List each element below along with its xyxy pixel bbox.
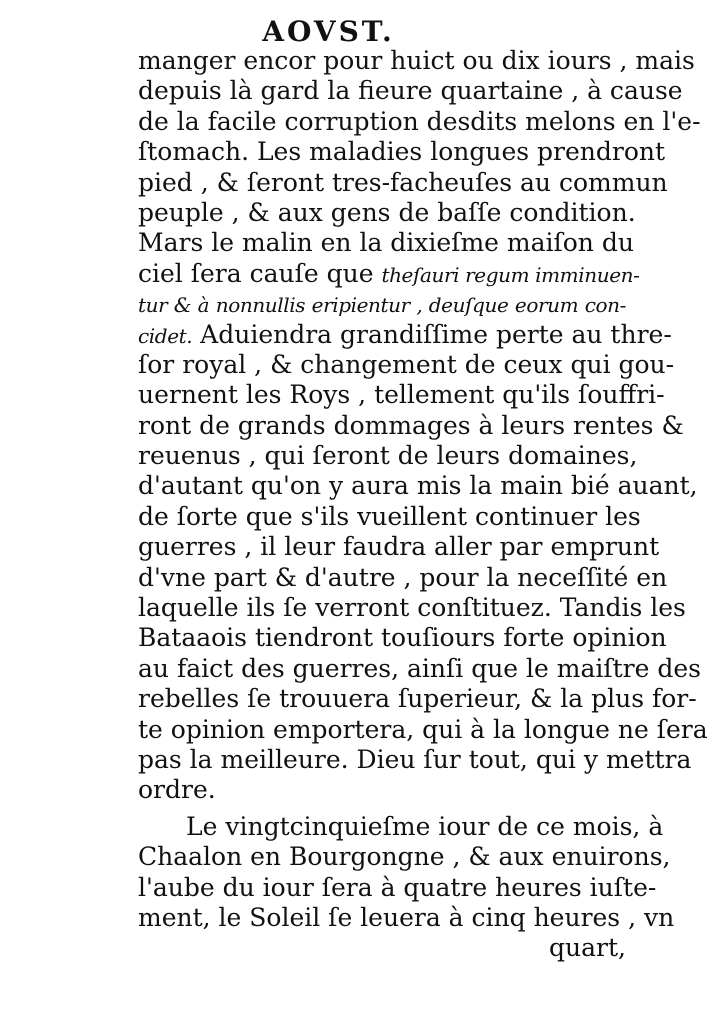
text-line: ront de grands dommages à leurs rentes &	[138, 410, 684, 440]
running-head: AOVST.	[262, 15, 395, 48]
text-line: guerres , il leur faudra aller par emprunt	[138, 532, 660, 562]
text-line: Chaalon en Bourgongne , & aux enuirons,	[138, 842, 671, 872]
body-text	[138, 46, 708, 964]
text-line: manger encor pour huict ou dix iours , mais	[138, 46, 695, 75]
latin-quote: cidet.	[138, 323, 193, 348]
text-line: pied , & ſeront tres-facheuſes au commun	[138, 167, 668, 197]
text-line: ordre.	[138, 775, 216, 805]
text-line: de la facile corruption desdits melons en l'e-	[138, 106, 701, 136]
text-line: d'vne part & d'autre , pour la neceſſité en	[138, 562, 668, 592]
text-line: reuenus , qui ſeront de leurs domaines,	[138, 441, 638, 471]
text-line: te opinion emportera, qui à la longue ne ſera	[138, 714, 708, 744]
text-line	[138, 258, 640, 289]
text-line: ſor royal , & changement de ceux qui gou-	[138, 349, 675, 379]
text-line: Bataaois tiendront touſiours forte opinion	[138, 623, 667, 653]
text-line: l'aube du iour ſera à quatre heures iuſte-	[138, 872, 657, 902]
latin-quote: theſauri regum imminuen-	[381, 262, 640, 287]
text-line: ſtomach. Les maladies longues prendront	[138, 137, 666, 167]
text-line: laquelle ils ſe verront conſtituez. Tandis les	[138, 593, 686, 623]
text-line: d'autant qu'on y aura mis la main bié auant,	[138, 471, 698, 501]
text-line: peuple , & aux gens de baſſe condition.	[138, 197, 636, 227]
text-line: Le vingtcinquieſme iour de ce mois, à	[186, 811, 664, 841]
text-line: rebelles ſe trouuera ſuperieur, & la plus for-	[138, 684, 697, 714]
text-run: Mars le malin en la dixieſme maiſon du	[138, 228, 634, 258]
text-line	[138, 289, 626, 319]
text-line: depuis là gard la fieure quartaine , à cause	[138, 76, 683, 106]
text-line: ment, le Soleil ſe leuera à cinq heures , vn	[138, 902, 675, 932]
latin-quote: tur & à nonnullis eripientur , deuſque eorum con-	[138, 293, 626, 318]
text-run: ciel ſera cauſe que	[138, 258, 382, 288]
text-line: pas la meilleure. Dieu ſur tout, qui y mettra	[138, 744, 692, 774]
text-line: de ſorte que s'ils vueillent continuer les	[138, 501, 641, 531]
text-line	[138, 319, 672, 350]
text-line	[138, 228, 634, 258]
text-line: uernent les Roys , tellement qu'ils ſouffri-	[138, 380, 665, 410]
text-line: au faict des guerres, ainſi que le maiſtre des	[138, 653, 702, 683]
text-run: Aduiendra grandiſſime perte au thre-	[192, 319, 672, 349]
catchword: quart,	[549, 933, 626, 963]
